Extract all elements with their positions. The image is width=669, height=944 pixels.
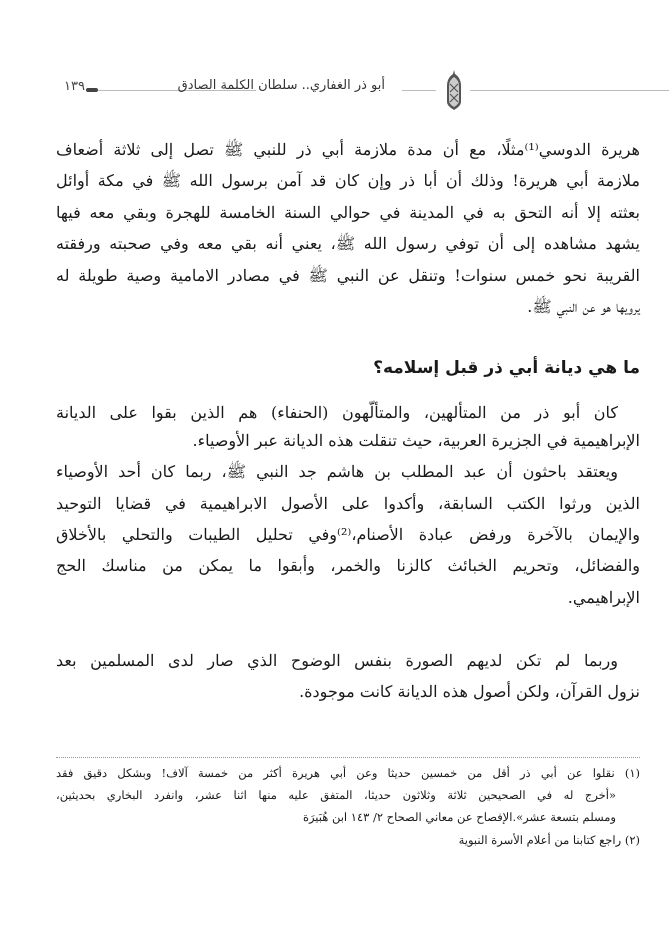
text-line: الإبراهيمي.: [567, 588, 640, 607]
running-header: [0, 70, 669, 110]
text-line: كان أبو ذر من المتألهين، والمتألّهون (الحنفاء) هم الذين بقوا على الديانة: [56, 403, 618, 422]
text-line: يرويها هو عن النبي ﷺ.: [527, 297, 640, 316]
running-title: أبو ذر الغفاري.. سلطان الكلمة الصادق: [177, 78, 385, 93]
text-line: والإيمان بالآخرة ورفض عبادة الأصنام،⁽²⁾وفي تحليل الطيبات والتحلي بالأخلاق: [56, 525, 641, 544]
footnote-separator: [56, 757, 640, 758]
text-line: القريبة نحو خمس سنوات! وتنقل عن النبي ﷺ في مصادر الامامية وصية طويلة له: [56, 266, 640, 285]
footnote-2: (٢) راجع كتابنا من أعلام الأسرة النبوية: [458, 833, 640, 847]
header-rule: [470, 90, 669, 91]
text-line: الإبراهيمية في الجزيرة العربية، حيث تنقلت هذه الديانة عبر الأوصياء.: [192, 431, 640, 450]
text-line: نزول القرآن، ولكن أصول هذه الديانة كانت موجودة.: [299, 682, 640, 701]
text-line: والفضائل، وتحريم الخبائث كالزنا والخمر، وأبقوا ما يمكن من مناسك الحج: [56, 556, 640, 575]
section-heading: ما هي ديانة أبي ذر قبل إسلامه؟: [373, 358, 640, 378]
footnote-1-line: ومسلم بتسعة عشر».الإفصاح عن معاني الصحاح ٢/ ١٤٣ ابن هُبَيرَة: [302, 810, 616, 824]
text-line: يشهد مشاهده إلى أن توفي رسول الله ﷺ، يعني أنه بقي معه وفي صحبته ورفقته: [56, 234, 640, 253]
text-line: الذين ورثوا الكتب السابقة، وأكدوا على الأصول الابراهيمية في قضايا التوحيد: [56, 494, 640, 513]
page-number: ١٣٩: [64, 79, 85, 94]
footnote-1-line: (١) نقلوا عن أبي ذر أقل من خمسين حديثا وعن أبي هريرة أكثر من خمسة آلاف! وبشكل دقيق فقد: [56, 766, 640, 780]
text-line: وربما لم تكن لديهم الصورة بنفس الوضوح الذي صار لدى المسلمين بعد: [56, 651, 618, 670]
text-line: هريرة الدوسي⁽¹⁾مثلًا، مع أن مدة ملازمة أبي ذر للنبي ﷺ تصل إلى ثلاثة أضعاف: [56, 140, 640, 159]
ornament-icon: [446, 70, 462, 110]
text-line: بعثته إلا أنه التحق به في المدينة في حوالي السنة الخامسة للهجرة وبقي معه فيها: [56, 203, 640, 222]
page-number-marker: [86, 88, 98, 92]
text-line: ملازمة أبي هريرة! وذلك أن أبا ذر وإن كان قد آمن برسول الله ﷺ في مكة أوائل: [56, 171, 640, 190]
header-rule: [402, 90, 436, 91]
footnote-1-line: «أخرج له في الصحيحين ثلاثة وثلاثون حديثا، المتفق عليه منها اثنا عشر، وانفرد البخاري بحديثين،: [56, 788, 616, 802]
text-line: ويعتقد باحثون أن عبد المطلب بن هاشم جد النبي ﷺ، ربما كان أحد الأوصياء: [56, 462, 618, 481]
